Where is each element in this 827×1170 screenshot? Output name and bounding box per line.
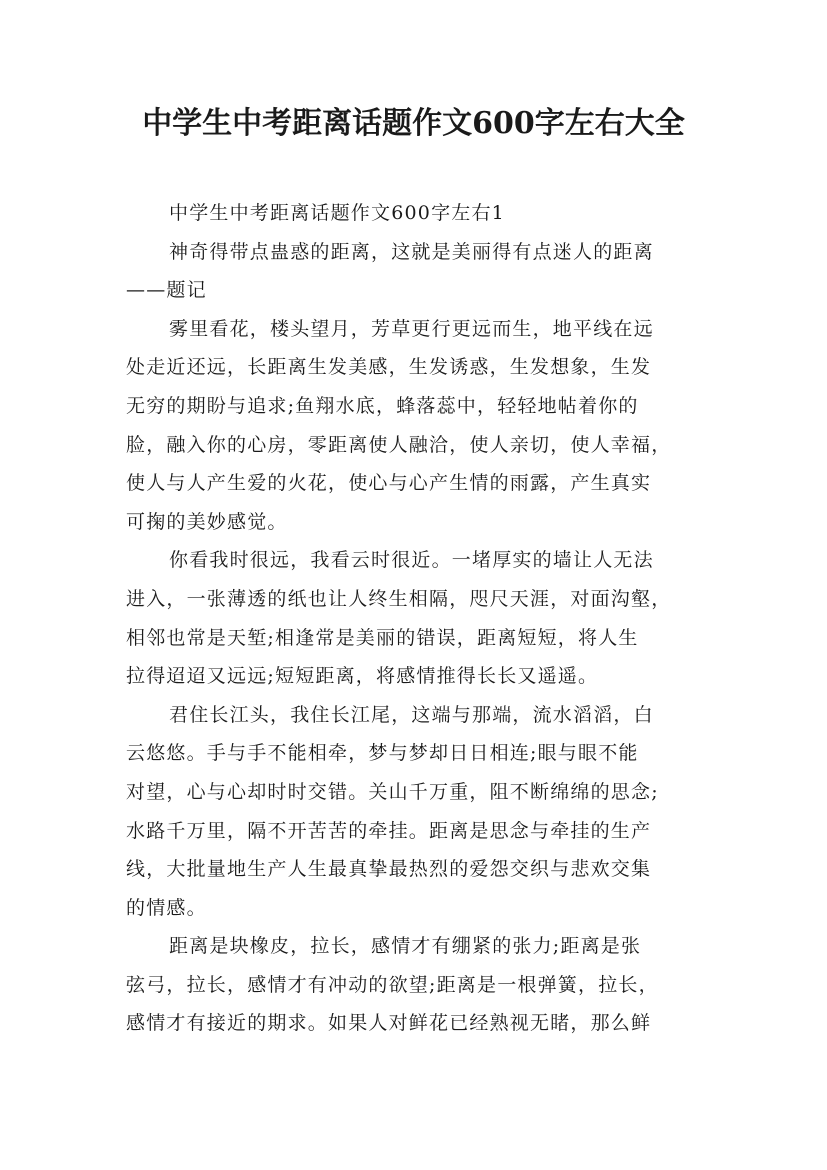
- text-line: ——题记: [126, 279, 207, 302]
- text-line: 无穷的期盼与追求;鱼翔水底，蜂落蕊中，轻轻地帖着你的: [126, 394, 639, 417]
- document-body: [126, 194, 704, 1043]
- text-line: 君住长江头，我住长江尾，这端与那端，流水滔滔，白: [169, 703, 654, 726]
- text-line: 可掬的美妙感觉。: [126, 510, 288, 533]
- document-title: 中学生中考距离话题作文600字左右大全: [142, 106, 685, 141]
- text-line: 距离是块橡皮，拉长，感情才有绷紧的张力;距离是张: [169, 935, 642, 958]
- text-line: 弦弓，拉长，感情才有冲动的欲望;距离是一根弹簧，拉长，: [126, 973, 659, 996]
- text-line: 水路千万里，隔不开苦苦的牵挂。距离是思念与牵挂的生产: [126, 819, 652, 842]
- text-line: 你看我时很远，我看云时很近。一堵厚实的墙让人无法: [169, 549, 654, 572]
- text-line: 神奇得带点蛊惑的距离，这就是美丽得有点迷人的距离: [169, 240, 654, 263]
- text-line: 拉得迢迢又远远;短短距离，将感情推得长长又遥遥。: [126, 665, 599, 688]
- text-line: 进入，一张薄透的纸也让人终生相隔，咫尺天涯，对面沟壑，: [126, 587, 672, 610]
- text-line: 线，大批量地生产人生最真挚最热烈的爱怨交织与悲欢交集: [126, 858, 652, 881]
- text-line: 相邻也常是天堑;相逢常是美丽的错误，距离短短，将人生: [126, 626, 639, 649]
- text-line: 的情感。: [126, 896, 207, 919]
- text-line: 感情才有接近的期求。如果人对鲜花已经熟视无睹，那么鲜: [126, 1012, 652, 1035]
- text-line: 云悠悠。手与手不能相牵，梦与梦却日日相连;眼与眼不能: [126, 742, 639, 765]
- text-line: 中学生中考距离话题作文600字左右1: [169, 202, 505, 224]
- text-line: 处走近还远，长距离生发美感，生发诱惑，生发想象，生发: [126, 356, 652, 379]
- text-line: 使人与人产生爱的火花，使心与心产生情的雨露，产生真实: [126, 472, 652, 495]
- text-line: 雾里看花，楼头望月，芳草更行更远而生，地平线在远: [169, 317, 654, 340]
- text-line: 对望，心与心却时时交错。关山千万重，阻不断绵绵的思念;: [126, 780, 659, 803]
- text-line: 脸，融入你的心房，零距离使人融洽，使人亲切，使人幸福，: [126, 433, 672, 456]
